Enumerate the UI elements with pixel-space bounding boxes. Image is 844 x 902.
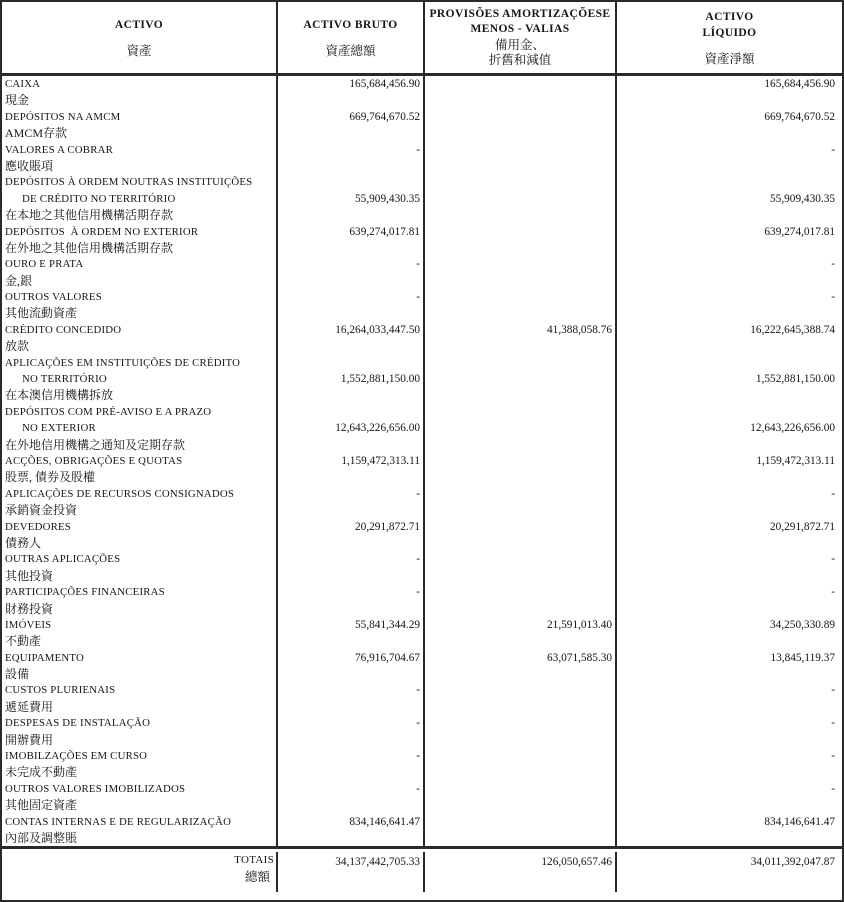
row-liq-value: 1,159,472,313.11 [756,454,835,467]
row-label-zh: 承銷資金投資 [5,503,78,518]
row-label-zh: AMCM存款 [5,126,68,141]
row-label-zh: 在本地之其他信用機構活期存款 [5,208,174,223]
header-activo-zh: 資產 [126,43,152,58]
row-label-pt: DEPÓSITOS À ORDEM NO EXTERIOR [5,225,199,238]
row-liq-cell [615,519,842,552]
row-liq-value: 639,274,017.81 [764,225,835,238]
row-prov-value [425,76,615,92]
row-label-pt: DEPÓSITOS NA AMCM [5,110,121,123]
totals-provisoes-cell [423,852,615,892]
row-label [2,224,276,257]
row-prov-cell [423,142,615,175]
row-bruto-value: 669,764,670.52 [349,110,420,123]
row-prov-cell [423,224,615,257]
header-activo-liquido-pt-line1: ACTIVO [705,10,754,23]
row-prov-cell [423,109,615,142]
row-prov-value [425,682,615,698]
row-liq-cell [615,584,842,617]
row-liq-cell [615,682,842,715]
row-prov-value: 41,388,058.76 [547,323,612,336]
row-bruto-value: 55,841,344.29 [355,618,420,631]
table-row [2,453,842,486]
row-label-zh: 其他流動資產 [5,306,78,321]
row-liq-cell [615,289,842,322]
row-prov-cell [423,256,615,289]
table-row [2,224,842,257]
row-bruto-cell [276,76,423,109]
row-bruto-cell [276,142,423,175]
row-liq-cell [615,322,842,355]
row-bruto-cell [276,617,423,650]
row-liq-cell [615,404,842,453]
row-bruto-cell [276,289,423,322]
row-label-zh: 設備 [5,667,30,682]
row-prov-cell [423,289,615,322]
row-label [2,453,276,486]
row-liq-value: 12,643,226,656.00 [750,422,835,435]
row-label-zh: 現金 [5,93,30,108]
row-label-zh: 在本澳信用機構拆放 [5,388,114,403]
row-label [2,584,276,617]
header-activo-liquido-zh: 資產淨額 [704,51,755,66]
totals-label-zh: 總額 [244,869,270,884]
row-label-zh: 其他固定資產 [5,798,78,813]
table-row [2,617,842,650]
row-liq-value: 16,222,645,388.74 [750,323,835,336]
row-label [2,551,276,584]
row-prov-cell [423,617,615,650]
header-provisoes-pt-line2: MENOS - VALIAS [470,23,570,35]
row-label-pt: OUTROS VALORES IMOBILIZADOS [5,782,186,795]
row-label-zh: 放款 [5,339,30,354]
row-liq-value: - [831,782,835,795]
header-provisoes-zh-line1: 備用金、 [494,37,545,52]
row-label-zh: 開辦費用 [5,732,54,747]
row-label-pt: OUTRAS APLICAÇÕES [5,553,121,566]
totals-label-pt: TOTAIS [234,854,274,867]
row-bruto-cell [276,404,423,453]
row-label-zh: 內部及調整賬 [5,830,78,845]
row-bruto-value: 76,916,704.67 [355,651,420,664]
row-bruto-cell [276,519,423,552]
row-label-zh: 不動產 [5,634,42,649]
row-label-pt: CUSTOS PLURIENAIS [5,684,116,697]
row-bruto-cell [276,453,423,486]
row-prov-value [425,289,615,305]
row-liq-cell [615,224,842,257]
row-liq-cell [615,355,842,404]
table-row [2,486,842,519]
row-label [2,748,276,781]
header-activo [2,2,276,73]
row-bruto-value: 16,264,033,447.50 [335,323,420,336]
totals-label [2,852,276,892]
row-label-zh: 在外地之其他信用機構活期存款 [5,240,174,255]
row-label [2,404,276,453]
row-prov-cell [423,814,615,847]
row-bruto-value: 55,909,430.35 [355,192,420,205]
row-label [2,617,276,650]
row-label-pt: OUTROS VALORES [5,291,102,304]
row-label [2,486,276,519]
row-bruto-cell [276,322,423,355]
header-activo-liquido [615,2,842,73]
row-label-pt: VALORES A COBRAR [5,143,113,156]
row-bruto-value: 1,552,881,150.00 [340,373,420,386]
row-label-pt: ACÇÕES, OBRIGAÇÕES E QUOTAS [5,454,183,467]
row-label-zh: 在外地信用機構之通知及定期存款 [5,437,186,452]
row-liq-value: - [831,258,835,271]
row-liq-value: - [831,487,835,500]
row-prov-cell [423,322,615,355]
row-prov-cell [423,551,615,584]
row-liq-cell [615,748,842,781]
row-bruto-cell [276,814,423,847]
row-bruto-cell [276,650,423,683]
row-label [2,322,276,355]
header-provisoes-zh-line2: 折舊和減值 [488,53,552,67]
row-prov-value [425,256,615,272]
row-prov-cell [423,650,615,683]
row-bruto-value: - [416,684,420,697]
row-liq-cell [615,715,842,748]
row-bruto-cell [276,486,423,519]
table-row [2,109,842,142]
row-prov-cell [423,486,615,519]
row-liq-value: 34,250,330.89 [770,618,835,631]
row-liq-cell [615,814,842,847]
table-row [2,355,842,404]
row-liq-value: - [831,717,835,730]
row-label-pt: DESPESAS DE INSTALAÇÃO [5,717,151,730]
row-prov-cell [423,715,615,748]
totals-liquido-value: 34,011,392,047.87 [750,856,835,869]
row-bruto-value: 1,159,472,313.11 [341,454,420,467]
row-label-pt: OURO E PRATA [5,258,84,271]
row-label [2,814,276,847]
row-bruto-cell [276,109,423,142]
row-liq-cell [615,617,842,650]
row-prov-value [425,142,615,158]
row-liq-cell [615,453,842,486]
row-liq-value: - [831,143,835,156]
row-liq-cell [615,109,842,142]
row-bruto-value: 834,146,641.47 [349,815,420,828]
row-prov-value [425,404,615,420]
row-label [2,76,276,109]
totals-liquido-cell [615,852,842,892]
row-prov-cell [423,519,615,552]
row-label [2,781,276,814]
row-prov-value [425,781,615,797]
row-bruto-cell [276,174,423,223]
row-label [2,519,276,552]
row-prov-cell [423,453,615,486]
table-row [2,174,842,223]
header-activo-bruto-pt: ACTIVO BRUTO [303,18,398,31]
header-activo-pt: ACTIVO [114,18,164,31]
row-bruto-cell [276,715,423,748]
table-row [2,519,842,552]
row-label [2,682,276,715]
row-prov-value [425,551,615,567]
row-liq-cell [615,486,842,519]
row-prov-cell [423,174,615,223]
table-row [2,715,842,748]
row-label [2,256,276,289]
row-prov-value [425,224,615,240]
row-prov-value [425,584,615,600]
table-header [2,2,842,76]
row-bruto-value: - [416,143,420,156]
row-label-pt: CRÉDITO CONCEDIDO [5,323,122,336]
table-row [2,650,842,683]
header-provisoes-pt-line1: PROVISÕES AMORTIZAÇÕESE [429,7,611,20]
header-provisoes [423,2,615,73]
row-prov-value [425,355,615,371]
row-bruto-cell [276,682,423,715]
row-label [2,650,276,683]
row-label [2,142,276,175]
row-label-pt: NO EXTERIOR [22,422,96,435]
row-label-zh: 股票, 債券及股權 [5,470,96,485]
table-row [2,682,842,715]
row-liq-value: 55,909,430.35 [770,192,835,205]
row-bruto-cell [276,748,423,781]
row-liq-cell [615,551,842,584]
row-prov-cell [423,404,615,453]
row-label [2,715,276,748]
row-liq-value: 669,764,670.52 [764,110,835,123]
row-label [2,355,276,404]
totals-bruto-value: 34,137,442,705.33 [335,856,420,869]
row-bruto-value: - [416,717,420,730]
row-label-pt: DEPÓSITOS À ORDEM NOUTRAS INSTITUIÇÕES [5,176,253,189]
row-prov-value [425,174,615,190]
row-liq-value: - [831,553,835,566]
row-label-pt: IMÓVEIS [5,618,52,631]
header-activo-bruto [276,2,423,73]
table-row [2,404,842,453]
row-prov-value [425,748,615,764]
row-prov-cell [423,355,615,404]
row-bruto-cell [276,781,423,814]
row-liq-value: - [831,291,835,304]
row-label-zh: 債務人 [5,535,42,550]
row-prov-value [425,715,615,731]
row-prov-cell [423,682,615,715]
table-row [2,289,842,322]
row-prov-cell [423,781,615,814]
row-label-pt: CONTAS INTERNAS E DE REGULARIZAÇÃO [5,815,232,828]
row-label-pt: PARTICIPAÇÕES FINANCEIRAS [5,586,165,599]
row-bruto-value: 12,643,226,656.00 [335,422,420,435]
table-row [2,551,842,584]
table-row [2,584,842,617]
row-label [2,174,276,223]
header-activo-liquido-pt-line2: LÍQUIDO [702,26,757,39]
row-bruto-cell [276,584,423,617]
row-label-zh: 財務投資 [5,601,54,616]
row-liq-cell [615,781,842,814]
row-label-zh: 金,銀 [5,273,33,288]
table-row [2,76,842,109]
row-bruto-value: - [416,750,420,763]
totals-provisoes-value: 126,050,657.46 [541,856,612,869]
row-prov-cell [423,584,615,617]
row-label-pt: NO TERRITÓRIO [22,373,107,386]
row-bruto-value: - [416,586,420,599]
row-prov-value [425,486,615,502]
row-liq-cell [615,76,842,109]
row-liq-value: 20,291,872.71 [770,520,835,533]
table-row [2,814,842,847]
row-prov-value [425,814,615,830]
row-bruto-cell [276,551,423,584]
row-label-pt: CAIXA [5,78,41,90]
row-liq-cell [615,174,842,223]
row-liq-value: 834,146,641.47 [764,815,835,828]
row-liq-cell [615,256,842,289]
row-label-pt: DEPÓSITOS COM PRÉ-AVISO E A PRAZO [5,405,212,418]
row-liq-value: - [831,684,835,697]
row-label-pt: DE CRÉDITO NO TERRITÓRIO [22,192,176,205]
row-label-pt: APLICAÇÕES EM INSTITUIÇÕES DE CRÉDITO [5,356,241,369]
header-activo-bruto-zh: 資產總額 [325,43,376,58]
row-liq-cell [615,142,842,175]
row-prov-value: 21,591,013.40 [547,618,612,631]
row-liq-value: - [831,750,835,763]
row-label-pt: EQUIPAMENTO [5,651,84,664]
totals-row [2,846,842,892]
row-bruto-value: - [416,782,420,795]
totals-bruto-cell [276,852,423,892]
row-label-pt: IMOBILZAÇÕES EM CURSO [5,750,148,763]
row-liq-value: 1,552,881,150.00 [755,373,835,386]
row-bruto-value: 20,291,872.71 [355,520,420,533]
table-body [2,76,842,846]
row-prov-cell [423,76,615,109]
row-bruto-value: 639,274,017.81 [349,225,420,238]
row-bruto-cell [276,355,423,404]
table-row [2,748,842,781]
row-prov-value [425,109,615,125]
row-label-zh: 未完成不動產 [5,765,78,780]
row-liq-cell [615,650,842,683]
table-row [2,256,842,289]
row-label-pt: APLICAÇÕES DE RECURSOS CONSIGNADOS [5,487,235,500]
row-label-zh: 應收賬項 [5,158,54,173]
row-label-pt: DEVEDORES [5,520,71,533]
row-bruto-value: - [416,258,420,271]
row-liq-value: - [831,586,835,599]
row-bruto-value: 165,684,456.90 [349,78,420,90]
row-prov-value [425,453,615,469]
row-bruto-value: - [416,291,420,304]
row-bruto-value: - [416,487,420,500]
table-row [2,322,842,355]
row-label [2,289,276,322]
row-prov-value [425,519,615,535]
row-prov-value: 63,071,585.30 [547,651,612,664]
row-bruto-cell [276,224,423,257]
row-liq-value: 13,845,119.37 [770,651,835,664]
table-row [2,781,842,814]
table-row [2,142,842,175]
row-liq-value: 165,684,456.90 [764,78,835,90]
row-bruto-value: - [416,553,420,566]
row-label [2,109,276,142]
row-label-zh: 遞延費用 [5,699,54,714]
row-label-zh: 其他投資 [5,568,54,583]
row-prov-cell [423,748,615,781]
row-bruto-cell [276,256,423,289]
